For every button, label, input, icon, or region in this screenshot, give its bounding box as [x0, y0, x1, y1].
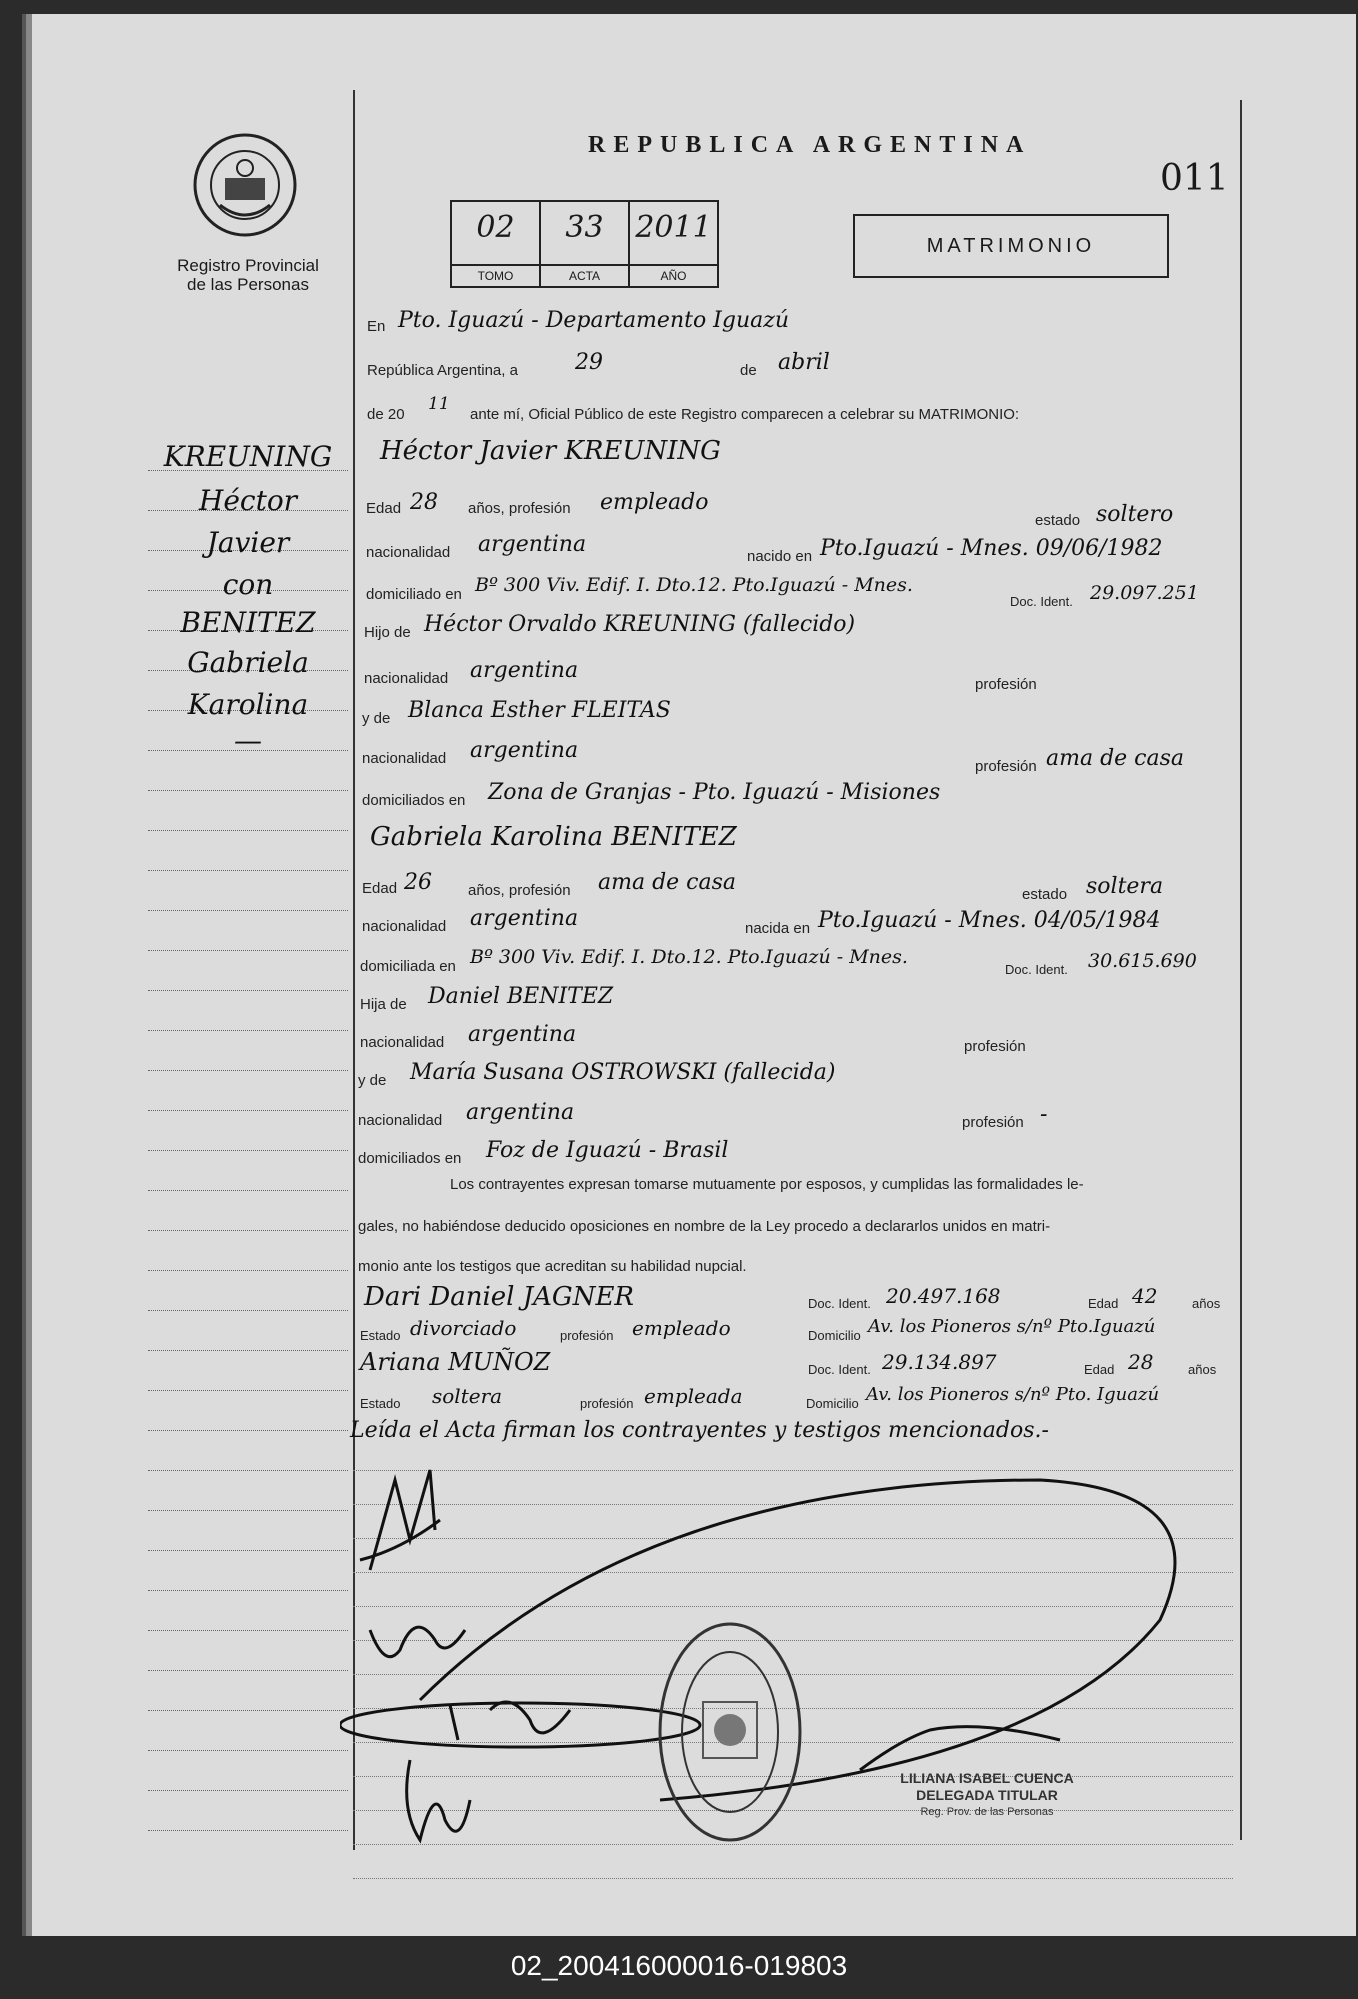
groom-estado: soltero: [1096, 502, 1174, 527]
bride-padres-dom-label: domiciliados en: [358, 1150, 462, 1167]
closing-text: Leída el Acta firman los contrayentes y testigos mencionados.-: [350, 1418, 1049, 1443]
groom-yde-label: y de: [362, 710, 391, 727]
declaration-line-3: monio ante los testigos que acreditan su habilidad nupcial.: [358, 1258, 747, 1275]
groom-nacido: Pto.Iguazú - Mnes. 09/06/1982: [820, 536, 1163, 561]
groom-madre: Blanca Esther FLEITAS: [408, 698, 671, 723]
groom-madre-prof: ama de casa: [1046, 746, 1185, 771]
witness-2-domicilio: Av. los Pioneros s/nº Pto. Iguazú: [866, 1384, 1160, 1405]
margin-rule-line: [148, 1070, 348, 1071]
margin-rule-line: [148, 1510, 348, 1511]
margin-rule-line: [148, 790, 348, 791]
groom-nac-label: nacionalidad: [366, 544, 451, 561]
day-value: 29: [575, 350, 603, 375]
margin-line-5: BENITEZ: [180, 606, 316, 639]
en-label: En: [367, 318, 386, 335]
margin-rule-line: [148, 870, 348, 871]
margin-rule-line: [148, 1550, 348, 1551]
signature-3-detail: [450, 1702, 570, 1740]
witness-2-doc: 29.134.897: [882, 1350, 997, 1374]
margin-rule-line: [148, 1110, 348, 1111]
signature-1: [360, 1470, 440, 1570]
margin-rule-line: [148, 1590, 348, 1591]
bride-domiciliada-label: domiciliada en: [360, 958, 456, 975]
groom-estado-label: estado: [1035, 512, 1081, 529]
bride-madre-nac: argentina: [466, 1100, 575, 1125]
bride-padre-nac-label: nacionalidad: [360, 1034, 445, 1051]
bride-nacida: Pto.Iguazú - Mnes. 04/05/1984: [818, 908, 1161, 933]
bride-name: Gabriela Karolina BENITEZ: [370, 822, 737, 852]
bride-profesion: ama de casa: [598, 870, 737, 895]
main-right-rule: [1240, 100, 1242, 1840]
margin-rule-line: [148, 1030, 348, 1031]
witness-1-domicilio: Av. los Pioneros s/nº Pto.Iguazú: [868, 1316, 1156, 1337]
bride-edad-label: Edad: [362, 880, 398, 897]
margin-rule-line: [148, 1470, 348, 1471]
margin-rule-line: [148, 1270, 348, 1271]
margin-rule-line: [148, 1230, 348, 1231]
witness-2-profesion-label: profesión: [580, 1396, 634, 1411]
margin-rule-line: [148, 830, 348, 831]
year-prefix: de 20: [367, 406, 405, 423]
bride-hija-label: Hija de: [360, 996, 407, 1013]
margin-column: [119, 90, 355, 1850]
witness-1-estado: divorciado: [410, 1316, 517, 1340]
groom-profesion-label: años, profesión: [468, 500, 571, 517]
groom-profesion: empleado: [600, 490, 709, 515]
declaration-line-2: gales, no habiéndose deducido oposiciones en nombre de la Ley procedo a declararlos unidos en matri-: [358, 1218, 1051, 1235]
register-box: [450, 200, 719, 288]
country-title: REPUBLICA ARGENTINA: [588, 132, 1032, 158]
bride-estado-label: estado: [1022, 886, 1068, 903]
witness-2-edad-label: Edad: [1084, 1362, 1115, 1377]
margin-rule-line: [148, 1670, 348, 1671]
margin-rule-line: [148, 1190, 348, 1191]
bride-padres-dom: Foz de Iguazú - Brasil: [486, 1138, 729, 1163]
bride-nacida-label: nacida en: [745, 920, 811, 937]
margin-rule-line: [148, 990, 348, 991]
groom-padre: Héctor Orvaldo KREUNING (fallecido): [424, 612, 856, 637]
bride-padre-nac: argentina: [468, 1022, 577, 1047]
groom-doc-label: Doc. Ident.: [1010, 594, 1073, 609]
signature-4: [407, 1760, 470, 1840]
witness-1-profesion: empleado: [632, 1316, 731, 1340]
main-rule-line: [353, 1878, 1233, 1879]
margin-rule-line: [148, 1710, 348, 1711]
bride-doc: 30.615.690: [1088, 950, 1197, 972]
republica-label: República Argentina, a: [367, 362, 518, 379]
witness-1-domicilio-label: Domicilio: [808, 1328, 861, 1343]
groom-padres-dom: Zona de Granjas - Pto. Iguazú - Misiones: [488, 780, 941, 805]
acta-cell: [541, 202, 630, 286]
witness-1-anos-label: años: [1192, 1296, 1221, 1311]
witness-2-domicilio-label: Domicilio: [806, 1396, 859, 1411]
witness-2-edad: 28: [1128, 1350, 1154, 1374]
margin-rule-line: [148, 1630, 348, 1631]
witness-2-doc-label: Doc. Ident.: [808, 1362, 871, 1377]
margin-line-4: con: [222, 568, 274, 601]
anio-label: AÑO: [630, 264, 717, 286]
margin-rule-line: [148, 1430, 348, 1431]
anio-value: 2011: [635, 210, 712, 245]
official-office: Reg. Prov. de las Personas: [920, 1806, 1054, 1818]
official-stamp-icon: [655, 1620, 805, 1845]
bride-madre-nac-label: nacionalidad: [358, 1112, 443, 1129]
registry-line-1: Registro Provincial: [177, 256, 319, 275]
bride-profesion-label: años, profesión: [468, 882, 571, 899]
margin-line-7: Karolina: [187, 688, 309, 721]
bride-padre-prof-label: profesión: [964, 1038, 1026, 1055]
bride-yde-label: y de: [358, 1072, 387, 1089]
official-title: DELEGADA TITULAR: [916, 1787, 1058, 1803]
groom-nacido-label: nacido en: [747, 548, 813, 565]
groom-padre-prof-label: profesión: [975, 676, 1037, 693]
signature-official: [860, 1727, 1060, 1770]
official-signature-block: [872, 1770, 1102, 1821]
page-spine: [26, 14, 32, 1936]
bride-edad: 26: [404, 870, 432, 895]
signature-2: [370, 1627, 465, 1657]
ante-text: ante mí, Oficial Público de este Registro comparecen a celebrar su MATRIMONIO:: [470, 406, 1020, 423]
margin-surname-groom: KREUNING: [163, 440, 333, 473]
margin-line-2: Héctor: [198, 484, 298, 517]
witness-1-profesion-label: profesión: [560, 1328, 614, 1343]
bride-nacionalidad: argentina: [470, 906, 579, 931]
margin-rule-line: [148, 950, 348, 951]
groom-padres-dom-label: domiciliados en: [362, 792, 466, 809]
margin-rule-line: [148, 1390, 348, 1391]
margin-rule-line: [148, 910, 348, 911]
groom-padre-nac: argentina: [470, 658, 579, 683]
place-value: Pto. Iguazú - Departamento Iguazú: [398, 308, 790, 333]
year-suffix: 11: [428, 394, 450, 414]
witness-1-name: Dari Daniel JAGNER: [364, 1282, 635, 1312]
tomo-label: TOMO: [452, 264, 539, 286]
declaration-line-1: Los contrayentes expresan tomarse mutuamente por esposos, y cumplidas las formalidades le-: [450, 1176, 1084, 1193]
tomo-cell: [452, 202, 541, 286]
margin-rule-line: [148, 1150, 348, 1151]
groom-madre-prof-label: profesión: [975, 758, 1037, 775]
witness-2-estado: soltera: [432, 1384, 503, 1408]
bride-madre: María Susana OSTROWSKI (fallecida): [410, 1060, 836, 1085]
acta-label: ACTA: [541, 264, 628, 286]
anio-cell: [630, 202, 717, 286]
footer-id: 02_200416000016-019803: [510, 1950, 848, 1981]
margin-rule-line: [148, 1350, 348, 1351]
bride-estado: soltera: [1086, 874, 1164, 899]
tomo-value: 02: [476, 210, 515, 245]
witness-1-edad: 42: [1132, 1284, 1158, 1308]
groom-nacionalidad: argentina: [478, 532, 587, 557]
witness-2-anos-label: años: [1188, 1362, 1217, 1377]
groom-domiciliado-label: domiciliado en: [366, 586, 462, 603]
groom-edad-label: Edad: [366, 500, 402, 517]
acta-value: 33: [565, 210, 604, 245]
margin-line-3: Javier: [206, 526, 290, 559]
witness-1-doc: 20.497.168: [886, 1284, 1001, 1308]
bride-doc-label: Doc. Ident.: [1005, 962, 1068, 977]
margin-line-6: Gabriela: [187, 646, 309, 679]
margin-line-8: —: [234, 724, 262, 757]
groom-madre-nac: argentina: [470, 738, 579, 763]
bride-madre-prof-label: profesión: [962, 1114, 1024, 1131]
groom-madre-nac-label: nacionalidad: [362, 750, 447, 767]
witness-2-profesion: empleada: [644, 1384, 743, 1408]
bride-padre: Daniel BENITEZ: [428, 984, 614, 1009]
de-label: de: [740, 362, 757, 379]
act-type-box: MATRIMONIO: [853, 214, 1169, 278]
month-value: abril: [778, 350, 830, 375]
groom-hijo-label: Hijo de: [364, 624, 411, 641]
groom-doc: 29.097.251: [1090, 582, 1199, 604]
margin-rule-line: [148, 1310, 348, 1311]
bride-domicilio: Bº 300 Viv. Edif. I. Dto.12. Pto.Iguazú - Mnes.: [470, 946, 908, 968]
official-name: LILIANA ISABEL CUENCA: [900, 1770, 1074, 1786]
page-number: 011: [1160, 158, 1229, 199]
margin-rule-line: [148, 1830, 348, 1831]
registry-line-2: de las Personas: [187, 275, 309, 294]
groom-name: Héctor Javier KREUNING: [380, 436, 721, 466]
margin-rule-line: [148, 1790, 348, 1791]
witness-1-estado-label: Estado: [360, 1328, 401, 1343]
groom-domicilio: Bº 300 Viv. Edif. I. Dto.12. Pto.Iguazú - Mnes.: [475, 574, 913, 596]
witness-2-estado-label: Estado: [360, 1396, 401, 1411]
bride-nac-label: nacionalidad: [362, 918, 447, 935]
groom-edad: 28: [410, 490, 438, 515]
witness-1-edad-label: Edad: [1088, 1296, 1119, 1311]
margin-rule-line: [148, 1750, 348, 1751]
witness-2-name: Ariana MUÑOZ: [360, 1348, 551, 1376]
bride-madre-prof: -: [1040, 1102, 1048, 1127]
witness-1-doc-label: Doc. Ident.: [808, 1296, 871, 1311]
groom-padre-nac-label: nacionalidad: [364, 670, 449, 687]
